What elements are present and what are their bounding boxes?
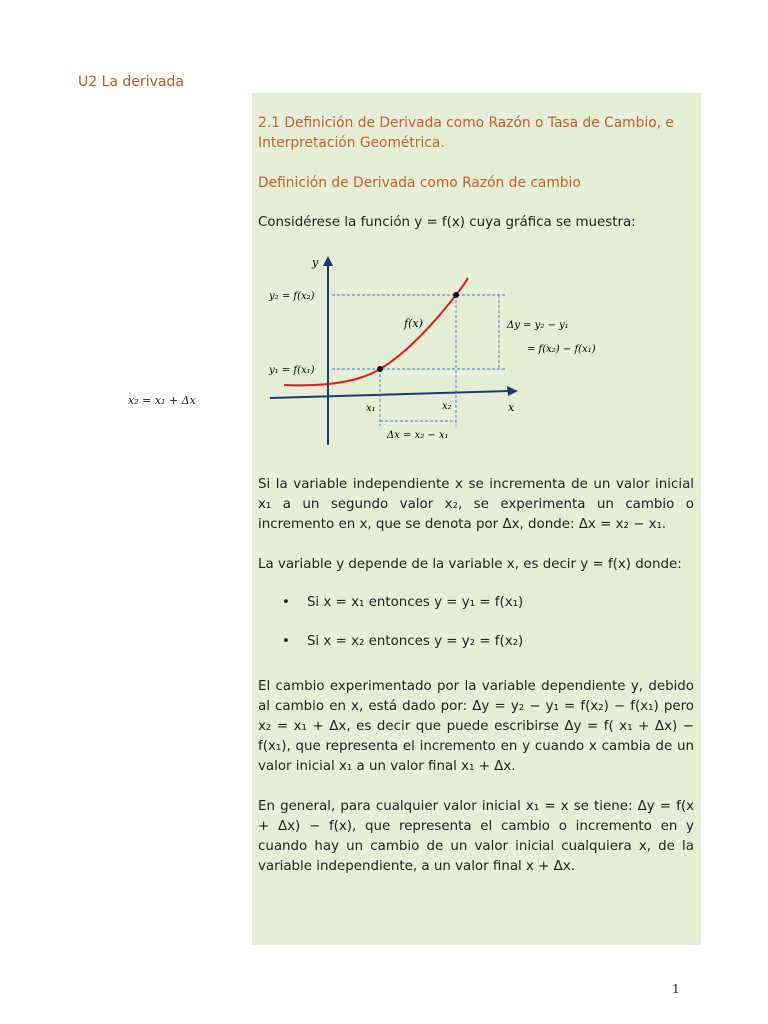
dy-label-2: = f(x₂) − f(x₁)	[527, 344, 596, 355]
y1-label: y₁ = f(x₁)	[269, 365, 315, 376]
side-note: x₂ = x₁ + Δx	[128, 394, 196, 407]
y-axis-arrow	[323, 256, 333, 266]
intro-text: Considérese la función y = f(x) cuya gráfica se muestra:	[258, 215, 636, 230]
bullet-text: Si x = x₂ entonces y = y₂ = f(x₂)	[306, 634, 524, 649]
dy-label-1: Δy = y₂ − y₁	[507, 320, 569, 331]
paragraph-increment-x: Si la variable independiente x se incrementa de un valor inicial x₁ a un segundo valor x₂, se experimenta un cambio o incremento en x, que se denota por Δx, donde: Δx = x₂ − x₁.	[258, 477, 694, 532]
y-axis-label: y	[312, 256, 319, 269]
y2-label: y₂ = f(x₂)	[269, 291, 315, 302]
content-panel	[252, 93, 701, 945]
bullet-item: • Si x = x₁ entonces y = y₁ = f(x₁)	[282, 595, 524, 610]
paragraph-general: En general, para cualquier valor inicial x₁ = x se tiene: Δy = f(x + Δx) − f(x), que representa el cambio o incremento en y cuando hay un cambio de un valor inicial cualquiera x, de la variable independiente, a un valor final x + Δx.	[258, 799, 694, 874]
x-axis-arrow	[507, 386, 518, 396]
bullet-item: • Si x = x₂ entonces y = y₂ = f(x₂)	[282, 634, 524, 649]
dx-label: Δx = x₂ − x₁	[387, 430, 449, 441]
point-x1	[377, 366, 383, 372]
paragraph-increment-y: El cambio experimentado por la variable dependiente y, debido al cambio en x, está dado por: Δy = y₂ − y₁ = f(x₂) − f(x₁) pero x₂ = x₁ + Δx, es decir que puede escribirse Δy = f( x₁ + Δx) − f(x₁), que representa el incremento en y cuando x cambia de un valor inicial x₁ a un valor final x₁ + Δx.	[258, 679, 694, 774]
x2-label: x₂	[442, 401, 452, 412]
subsection-title: Definición de Derivada como Razón de cambio	[258, 175, 581, 191]
paragraph-dependence: La variable y depende de la variable x, es decir y = f(x) donde:	[258, 557, 682, 572]
bullet-text: Si x = x₁ entonces y = y₁ = f(x₁)	[306, 595, 524, 610]
x1-label: x₁	[366, 403, 376, 414]
curve-label: f(x)	[404, 317, 423, 330]
section-title: 2.1 Definición de Derivada como Razón o Tasa de Cambio, e Interpretación Geométrica.	[258, 115, 674, 151]
x-axis-line	[270, 391, 510, 398]
point-x2	[453, 292, 459, 298]
function-graph	[252, 248, 701, 453]
page-header: U2 La derivada	[78, 74, 184, 90]
page-number: 1	[672, 982, 680, 996]
x-axis-label: x	[508, 401, 515, 414]
